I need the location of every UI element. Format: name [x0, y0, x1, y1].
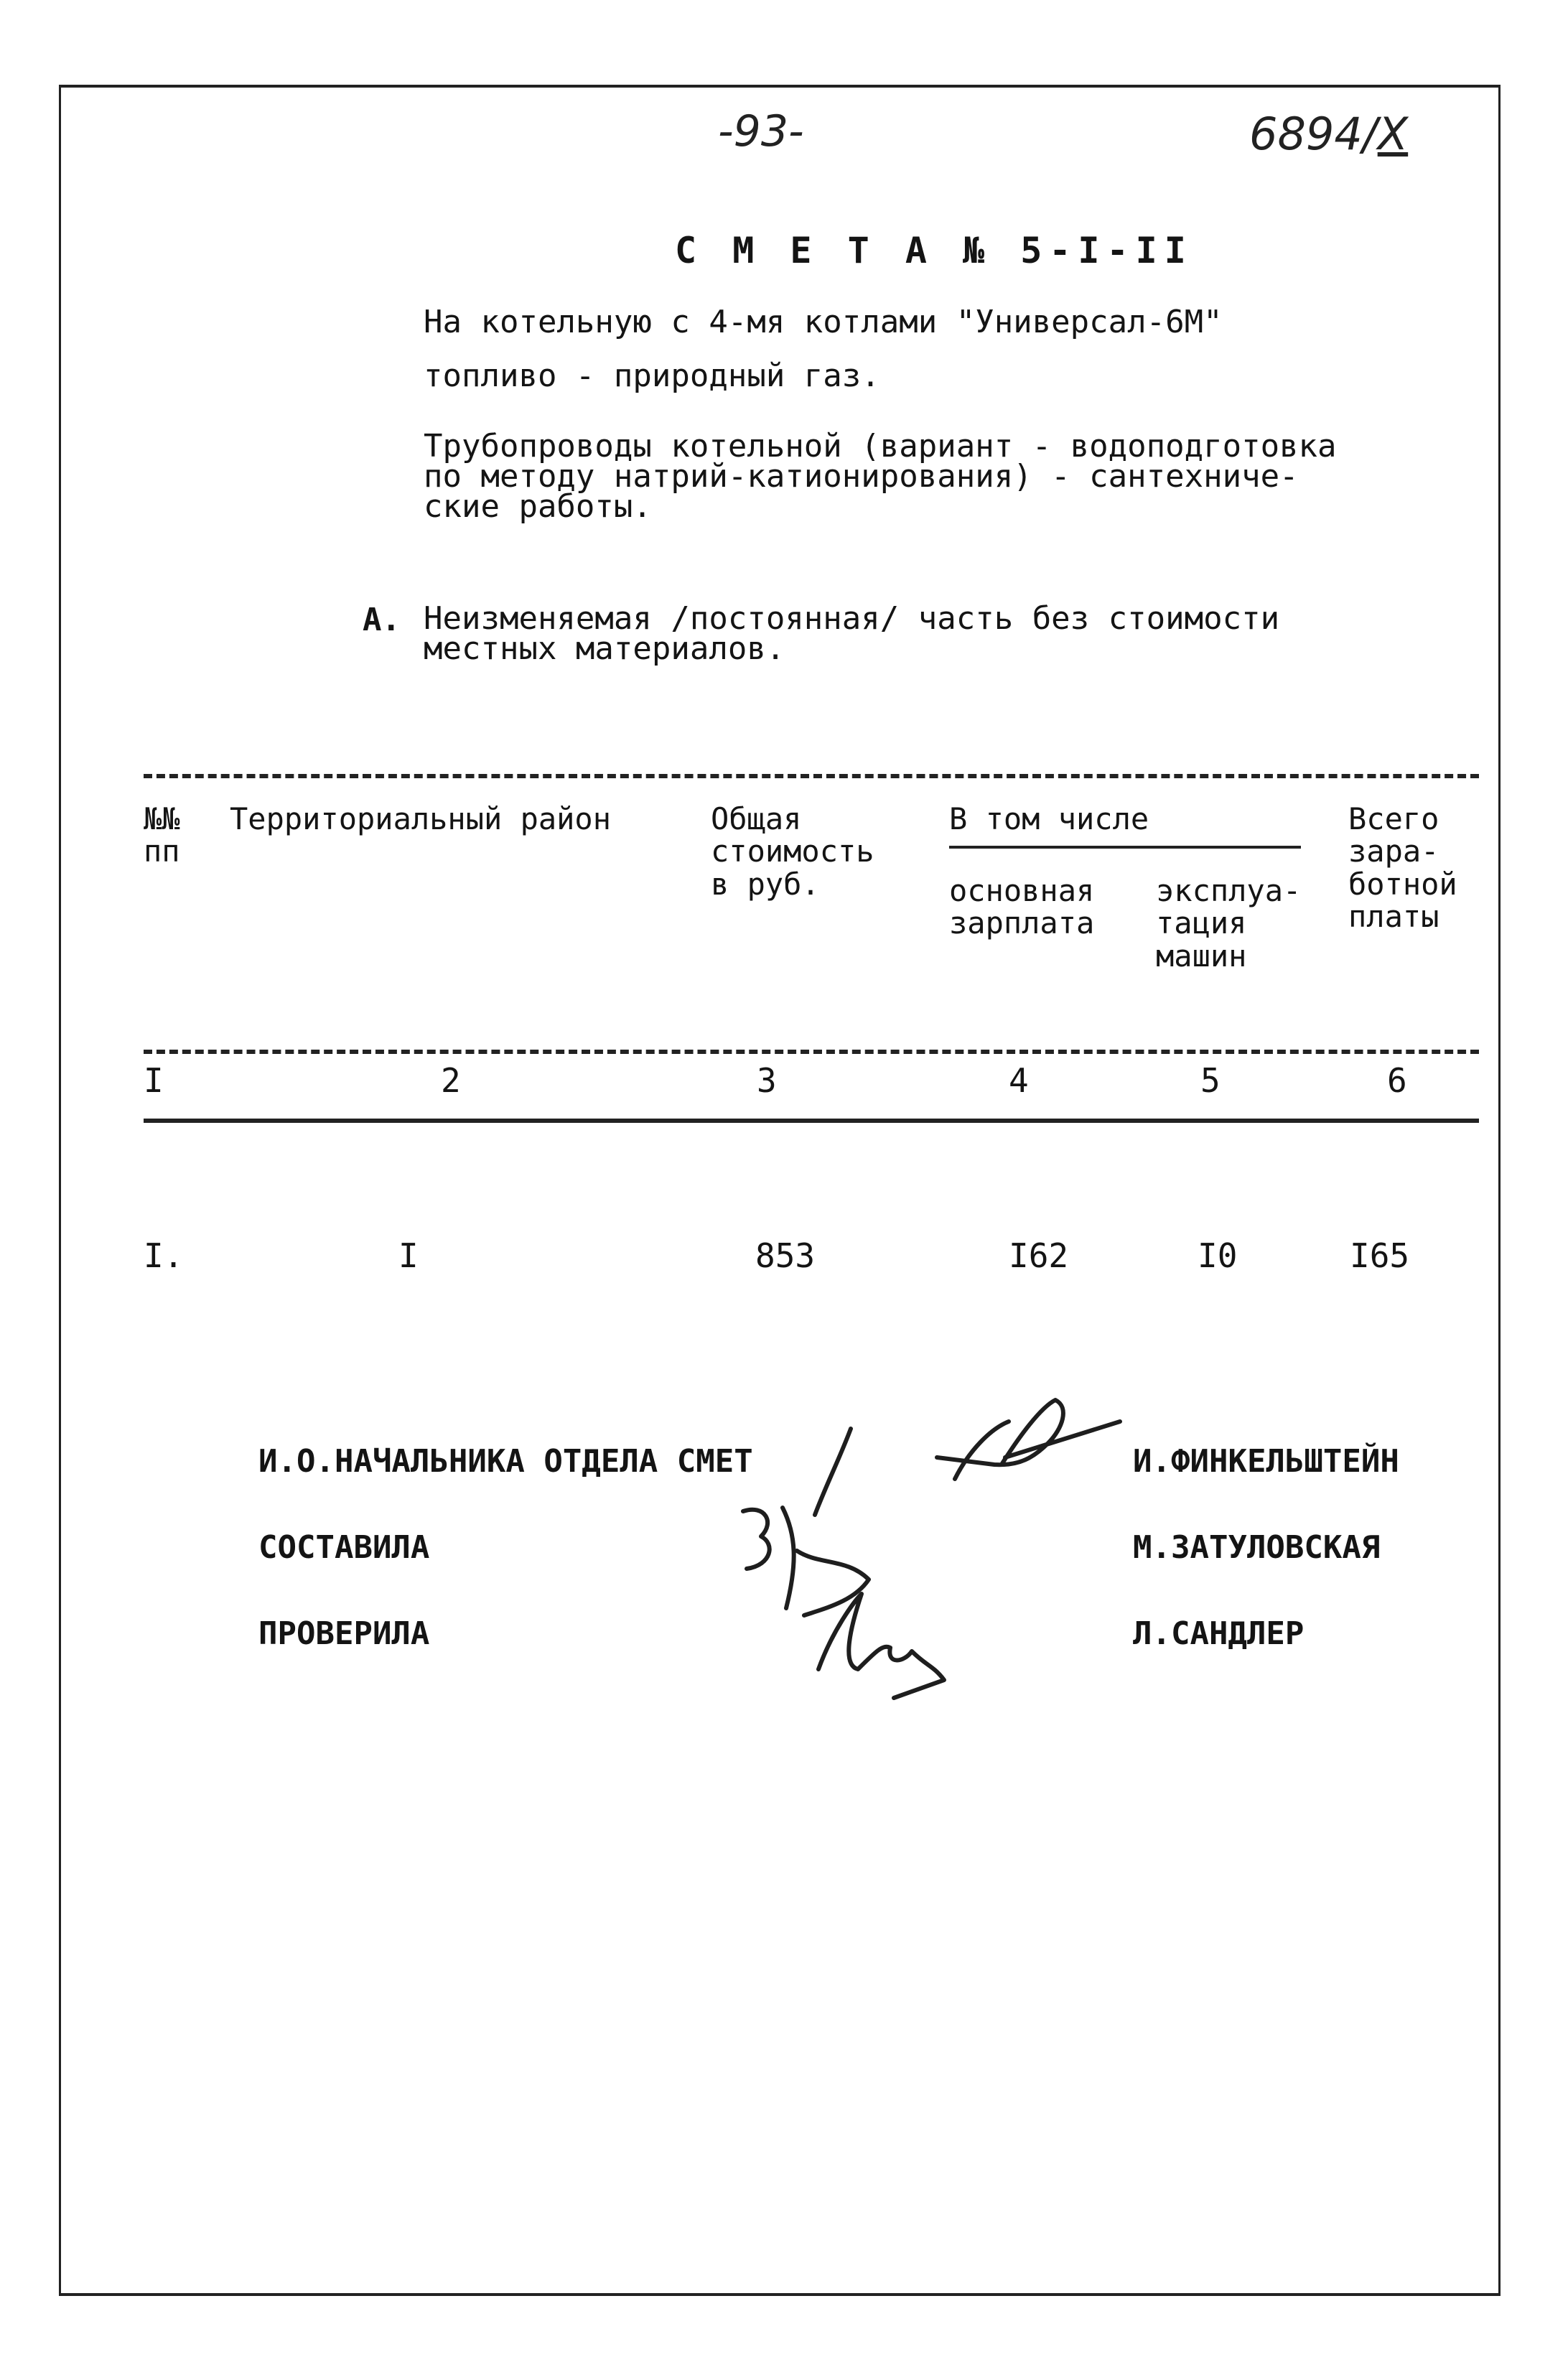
column-number: 3	[757, 1061, 777, 1100]
header-col3-line: Общая	[711, 801, 802, 836]
intro-line: На котельную с 4-мя котлами "Универсал-6М"	[424, 304, 1223, 340]
header-col6-line: Всего	[1348, 801, 1439, 836]
section-line: местных материалов.	[424, 630, 785, 667]
header-col3-line: в руб.	[711, 866, 820, 902]
header-col5-line: тация	[1156, 905, 1247, 941]
signature-role: И.О.НАЧАЛЬНИКА ОТДЕЛА СМЕТ	[258, 1443, 753, 1480]
header-col6-line: зара-	[1348, 834, 1439, 869]
header-group: В том числе	[949, 801, 1149, 836]
header-col6-line: платы	[1348, 899, 1439, 935]
description-line: по методу натрий-катионирования) - сантехниче-	[424, 458, 1299, 495]
column-number: 5	[1200, 1061, 1221, 1100]
header-col2-line: Территориальный район	[230, 801, 612, 836]
signature-slash	[815, 1429, 851, 1515]
document-title: С М Е Т А № 5-I-II	[675, 230, 1193, 271]
header-col5-line: машин	[1156, 938, 1247, 974]
description-line: Трубопроводы котельной (вариант - водоподготовка	[424, 428, 1337, 465]
signature-role: СОСТАВИЛА	[258, 1529, 430, 1566]
header-col3-line: стоимость	[711, 834, 874, 869]
header-col4-line: зарплата	[949, 905, 1095, 941]
table-row-total: 853	[755, 1236, 816, 1275]
archive-number-suffix: X	[1377, 108, 1409, 160]
page-number: -93-	[718, 106, 804, 157]
header-col1-line: пп	[144, 834, 180, 869]
description-line: ские работы.	[424, 488, 652, 525]
signature-stroke-2	[743, 1508, 869, 1615]
signature-stroke-3	[818, 1594, 944, 1698]
table-row-region: I	[398, 1236, 419, 1275]
column-number: I	[144, 1061, 164, 1100]
signature-name: Л.САНДЛЕР	[1133, 1615, 1305, 1652]
signature-name: М.ЗАТУЛОВСКАЯ	[1133, 1529, 1381, 1566]
column-number: 6	[1387, 1061, 1407, 1100]
header-col4-line: основная	[949, 873, 1095, 908]
archive-number-main: 6894/	[1249, 108, 1378, 160]
column-number: 2	[441, 1061, 461, 1100]
table-row-number: I.	[144, 1236, 184, 1275]
signature-role: ПРОВЕРИЛА	[258, 1615, 430, 1652]
header-col1-line: №№	[144, 801, 180, 836]
section-line: Неизменяемая /постоянная/ часть без стоимости	[424, 600, 1280, 637]
section-label: А.	[363, 602, 401, 638]
signature-stroke-1	[937, 1400, 1120, 1479]
signature-name: И.ФИНКЕЛЬШТЕЙН	[1133, 1443, 1399, 1480]
table-row-base-salary: I62	[1009, 1236, 1069, 1275]
intro-line: топливо - природный газ.	[424, 358, 880, 394]
table-row-total-salary: I65	[1350, 1236, 1410, 1275]
column-number: 4	[1009, 1061, 1029, 1100]
header-col5-line: эксплуа-	[1156, 873, 1302, 908]
table-row-machines: I0	[1198, 1236, 1238, 1275]
header-col6-line: ботной	[1348, 866, 1457, 902]
